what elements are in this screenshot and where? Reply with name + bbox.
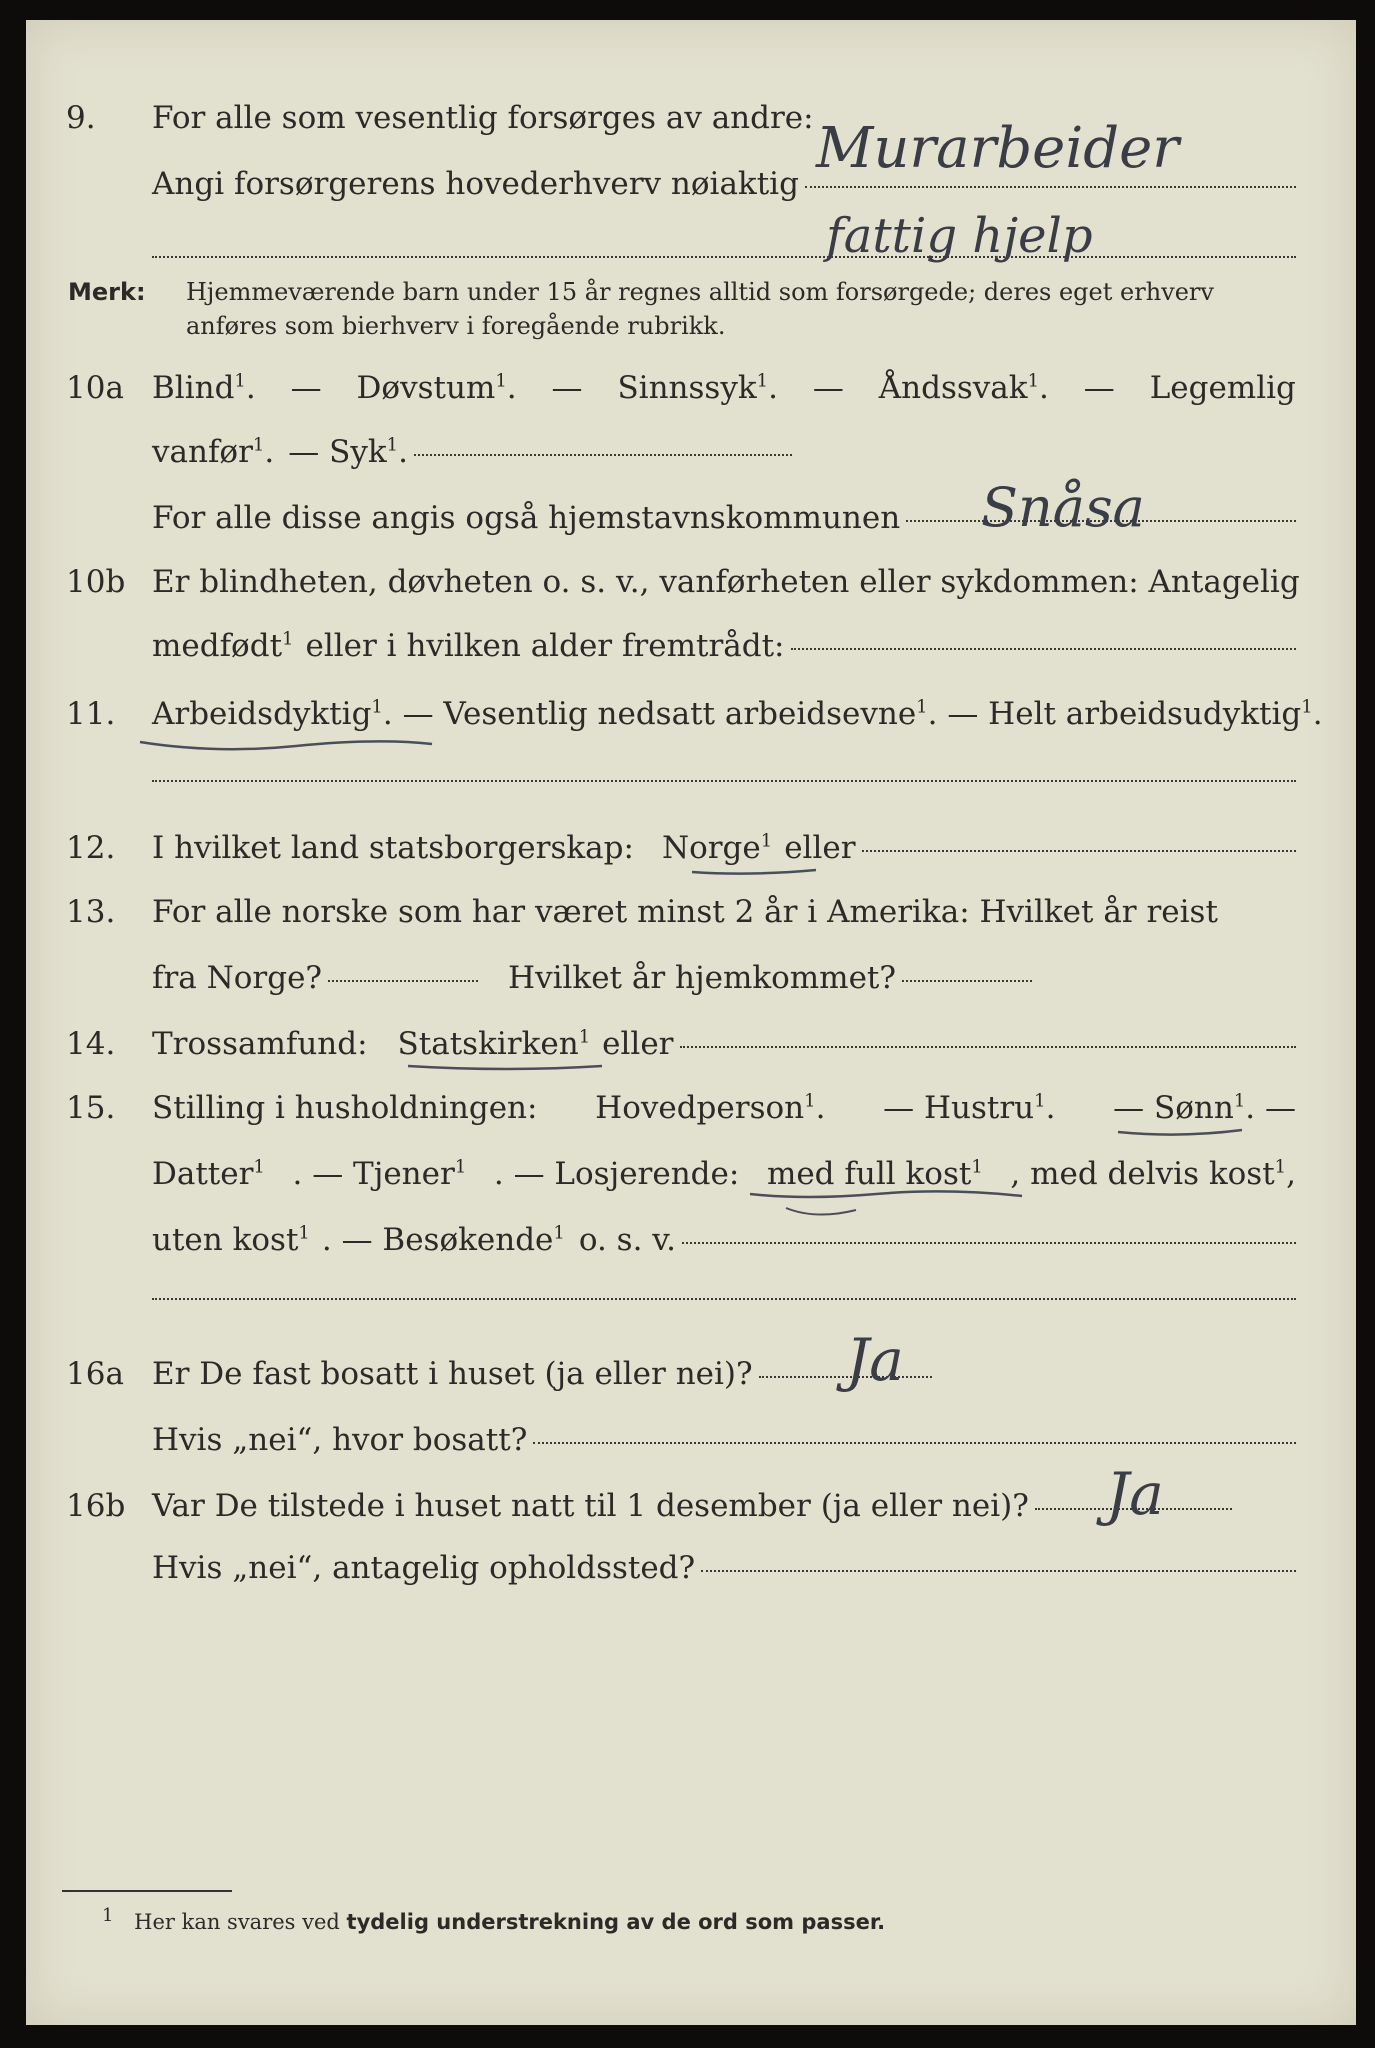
handwritten-occupation: Murarbeider	[816, 116, 1179, 181]
option-andssvak[interactable]: Åndssvak$^1$.	[878, 370, 1049, 406]
question-number: 13.	[66, 894, 116, 930]
handwritten-answer-ja: Ja	[1106, 1460, 1164, 1528]
question-text: For alle norske som har været minst 2 år i Amerika: Hvilket år reist	[152, 894, 1218, 930]
option-sinnssyk[interactable]: Sinnssyk$^1$.	[617, 370, 778, 406]
option-helt-arbeidsudyktig[interactable]: . — Helt arbeidsudyktig$^1$.	[927, 696, 1323, 732]
handwritten-underline	[746, 1186, 1026, 1220]
question-text: For alle disse angis også hjemstavnskommunen	[152, 500, 901, 536]
question-text: For alle som vesentlig forsørges av andre:	[152, 100, 814, 136]
footnote-rule	[62, 1890, 232, 1892]
question-text: Angi forsørgerens hovederhverv nøiaktig	[152, 166, 799, 202]
answer-line[interactable]	[328, 980, 478, 982]
option-med-full-kost[interactable]: med full kost$^1$	[766, 1156, 983, 1192]
question-16b-line-2	[26, 1548, 1356, 1588]
option-besokende[interactable]: . — Besøkende$^1$	[321, 1222, 565, 1258]
question-text: eller	[602, 1026, 674, 1062]
option-dovstum[interactable]: Døvstum$^1$.	[356, 370, 517, 406]
option-uten-kost[interactable]: uten kost$^1$	[152, 1222, 310, 1258]
question-16a-line-2	[26, 1420, 1356, 1460]
option-tjener[interactable]: . — Tjener$^1$	[292, 1156, 467, 1192]
question-text: . — Losjerende:	[493, 1156, 740, 1192]
question-text: Hvis „nei“, hvor bosatt?	[152, 1422, 528, 1458]
question-text: I hvilket land statsborgerskap:	[152, 830, 634, 866]
answer-line[interactable]	[152, 780, 1296, 782]
answer-line[interactable]	[152, 1298, 1296, 1300]
question-number: 14.	[66, 1026, 116, 1062]
question-12-line	[26, 828, 1356, 868]
question-number: 16b	[66, 1488, 126, 1524]
option-med-delvis-kost[interactable]: , med delvis kost$^1$,	[1010, 1156, 1296, 1192]
dash: —	[1083, 370, 1115, 406]
question-10a-line-1	[26, 368, 1356, 408]
question-13-line-2	[26, 958, 1356, 998]
option-hovedperson[interactable]: Hovedperson$^1$.	[595, 1090, 826, 1126]
answer-line[interactable]	[862, 850, 1296, 852]
note-text: Hjemmeværende barn under 15 år regnes alltid som forsørgede; deres eget erhverv	[186, 278, 1214, 306]
question-number: 16a	[66, 1356, 124, 1392]
question-15-line-2	[26, 1154, 1356, 1194]
question-text: o. s. v.	[578, 1222, 676, 1258]
question-10a-line-2	[26, 432, 1356, 472]
answer-line[interactable]	[682, 1242, 1296, 1244]
handwritten-underline	[690, 864, 820, 880]
question-text: Var De tilstede i huset natt til 1 desember (ja eller nei)?	[152, 1488, 1029, 1524]
handwritten-underline	[136, 732, 436, 756]
answer-line[interactable]	[701, 1570, 1296, 1572]
question-10b-line-1	[26, 562, 1356, 602]
option-vanfor[interactable]: vanfør$^1$.	[152, 434, 275, 470]
handwritten-occupation-note: fattig hjelp	[826, 208, 1093, 264]
answer-line[interactable]	[902, 980, 1032, 982]
question-number: 9.	[66, 100, 96, 136]
question-13-line-1	[26, 892, 1356, 932]
question-text: Stilling i husholdningen:	[152, 1090, 538, 1126]
question-15-line-3	[26, 1220, 1356, 1260]
answer-line[interactable]	[805, 186, 1296, 188]
option-norge[interactable]: Norge$^1$	[661, 830, 773, 866]
answer-line[interactable]	[680, 1046, 1297, 1048]
option-hustru[interactable]: — Hustru$^1$.	[883, 1090, 1056, 1126]
question-number: 10b	[66, 564, 126, 600]
question-number: 15.	[66, 1090, 116, 1126]
question-16a-line-1	[26, 1354, 1356, 1394]
handwritten-underline	[1116, 1126, 1246, 1142]
option-arbeidsdyktig[interactable]: Arbeidsdyktig$^1$	[152, 696, 383, 732]
footnote-text-bold: tydelig understrekning av de ord som passer.	[346, 1910, 886, 1934]
answer-line[interactable]	[533, 1442, 1296, 1444]
note-text: anføres som bierhverv i foregående rubrikk.	[186, 312, 726, 340]
question-text: Hvilket år hjemkommet?	[508, 960, 897, 996]
question-text: eller	[784, 830, 856, 866]
dash: —	[290, 370, 322, 406]
option-sonn[interactable]: — Sønn$^1$. —	[1113, 1090, 1296, 1126]
answer-line[interactable]	[791, 648, 1296, 650]
question-text: Er De fast bosatt i huset (ja eller nei)?	[152, 1356, 753, 1392]
handwritten-answer-ja: Ja	[846, 1326, 904, 1394]
census-form-page	[26, 20, 1356, 2025]
option-statskirken[interactable]: Statskirken$^1$	[397, 1026, 591, 1062]
question-14-line	[26, 1024, 1356, 1064]
option-medfodt[interactable]: medfødt$^1$	[152, 628, 294, 664]
option-datter[interactable]: Datter$^1$	[152, 1156, 265, 1192]
question-text: Er blindheten, døvheten o. s. v., vanførheten eller sykdommen: Antagelig	[152, 564, 1300, 600]
footnote-mark: 1	[102, 1905, 114, 1926]
handwritten-municipality: Snåsa	[981, 476, 1145, 539]
question-11-line	[26, 694, 1356, 734]
option-blind[interactable]: Blind$^1$.	[152, 370, 256, 406]
handwritten-underline	[406, 1060, 606, 1076]
option-syk[interactable]: — Syk$^1$.	[288, 434, 408, 470]
footnote-text: Her kan svares ved	[134, 1910, 340, 1934]
footnote	[102, 1905, 886, 1934]
question-text: Trossamfund:	[152, 1026, 368, 1062]
answer-line[interactable]	[152, 256, 1296, 258]
question-15-line-1	[26, 1088, 1356, 1128]
question-number: 11.	[66, 696, 116, 732]
dash: —	[812, 370, 844, 406]
question-text: eller i hvilken alder fremtrådt:	[305, 628, 785, 664]
question-number: 12.	[66, 830, 116, 866]
note-label: Merk:	[68, 278, 146, 306]
question-text: Hvis „nei“, antagelig opholdssted?	[152, 1550, 696, 1586]
answer-line[interactable]	[414, 454, 792, 456]
question-text: fra Norge?	[152, 960, 323, 996]
dash: —	[551, 370, 583, 406]
question-10b-line-2	[26, 626, 1356, 666]
option-legemlig[interactable]: Legemlig	[1149, 370, 1296, 406]
question-number: 10a	[66, 370, 124, 406]
option-vesentlig-nedsatt[interactable]: . — Vesentlig nedsatt arbeidsevne$^1$	[382, 696, 928, 732]
question-10a-line-3	[26, 498, 1356, 538]
